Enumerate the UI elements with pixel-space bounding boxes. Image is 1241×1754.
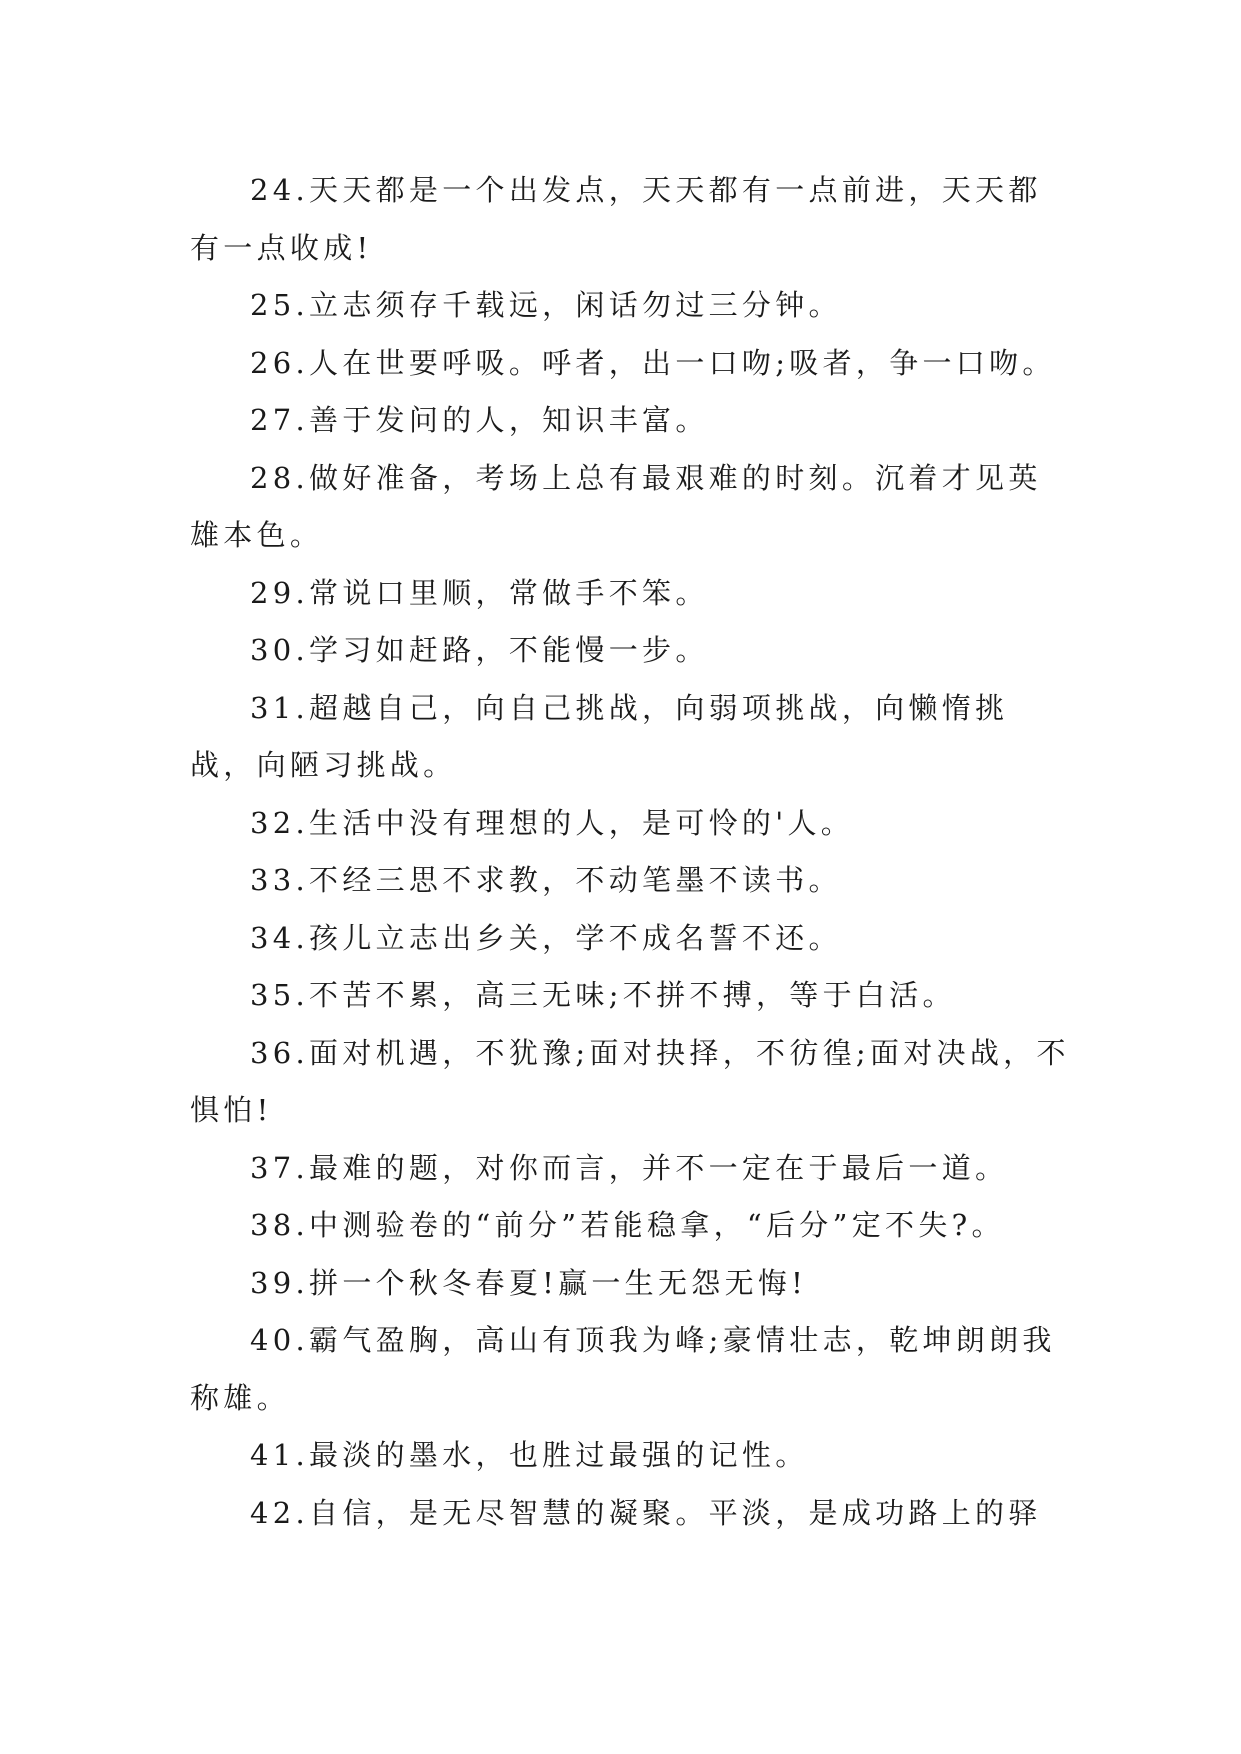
quote-paragraph: 30.学习如赶路，不能慢一步。 bbox=[250, 633, 709, 667]
quote-paragraph: 27.善于发问的人，知识丰富。 bbox=[250, 403, 709, 437]
quote-paragraph: 29.常说口里顺，常做手不笨。 bbox=[250, 575, 709, 610]
quote-paragraph: 38.中测验卷的“前分”若能稳拿，“后分”定不失?。 bbox=[250, 1208, 1005, 1242]
quote-paragraph: 25.立志须存千载远，闲话勿过三分钟。 bbox=[250, 288, 842, 322]
quote-paragraph: 28.做好准备，考场上总有最艰难的时刻。沉着才见英雄本色。 bbox=[190, 460, 1042, 552]
quote-paragraph: 40.霸气盈胸，高山有顶我为峰;豪情壮志，乾坤朗朗我称雄。 bbox=[190, 1323, 1056, 1415]
quote-paragraph: 31.超越自己，向自己挑战，向弱项挑战，向懒惰挑战，向陋习挑战。 bbox=[190, 690, 1009, 782]
quote-paragraph: 34.孩儿立志出乡关，学不成名誓不还。 bbox=[250, 920, 842, 955]
quote-paragraph: 35.不苦不累，高三无味;不拼不搏，等于白活。 bbox=[250, 978, 956, 1012]
quote-paragraph: 41.最淡的墨水，也胜过最强的记性。 bbox=[250, 1438, 809, 1472]
quote-paragraph: 24.天天都是一个出发点，天天都有一点前进，天天都有一点收成! bbox=[190, 173, 1042, 265]
quote-paragraph: 32.生活中没有理想的人，是可怜的'人。 bbox=[250, 805, 855, 840]
quote-paragraph: 33.不经三思不求教，不动笔墨不读书。 bbox=[250, 863, 842, 897]
quote-paragraph: 39.拼一个秋冬春夏!赢一生无怨无悔! bbox=[250, 1265, 808, 1300]
quote-paragraph: 37.最难的题，对你而言，并不一定在于最后一道。 bbox=[250, 1150, 1009, 1185]
document-body bbox=[190, 162, 1070, 1542]
quote-paragraph: 42.自信，是无尽智慧的凝聚。平淡，是成功路上的驿 bbox=[250, 1495, 1042, 1530]
quote-paragraph: 36.面对机遇，不犹豫;面对抉择，不彷徨;面对决战，不惧怕! bbox=[190, 1035, 1070, 1127]
quote-paragraph: 26.人在世要呼吸。呼者，出一口吻;吸者，争一口吻。 bbox=[250, 345, 1056, 380]
